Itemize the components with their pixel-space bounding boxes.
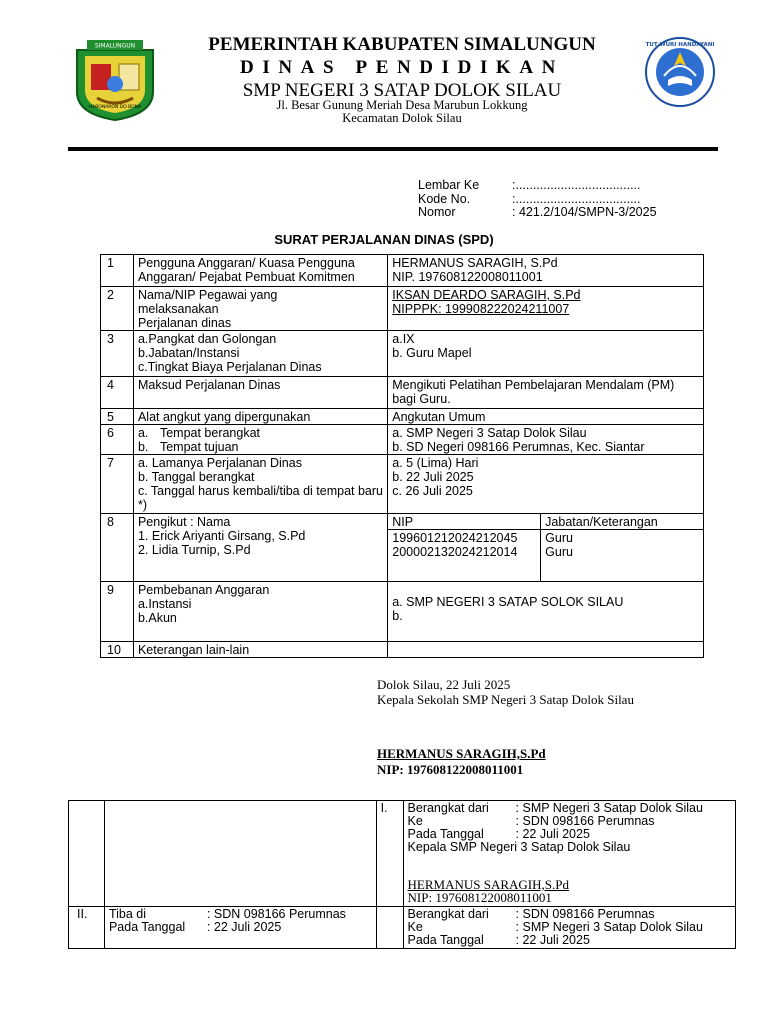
departure-place: a. SMP Negeri 3 Satap Dolok Silau [392, 426, 587, 440]
row-label [133, 331, 387, 377]
position-value: b. Guru Mapel [392, 346, 472, 360]
table-row [101, 331, 704, 377]
row-value [388, 582, 704, 642]
departure-label: Berangkat dari [407, 801, 489, 815]
destination-label: Ke [407, 814, 423, 828]
row-label [133, 455, 387, 514]
budget-institution: a. SMP NEGERI 3 SATAP SOLOK SILAU [392, 595, 624, 609]
employee-nip: NIPPPK: 199908222024211007 [392, 302, 570, 316]
tut-wuri-handayani-logo [644, 36, 716, 108]
table-row [101, 514, 704, 530]
row-number: 1 [101, 255, 134, 287]
logo-left-top-text: SIMALUNGUN [94, 42, 136, 50]
official-nip: NIP. 197608122008011001 [392, 270, 543, 284]
follower-position: Guru [545, 531, 573, 545]
row-number: 9 [101, 582, 134, 642]
follower-name: 1. Erick Ariyanti Girsang, S.Pd [137, 529, 306, 543]
row-value [388, 331, 704, 377]
row-label-line: b.Akun [137, 611, 177, 625]
roman-number: I. [376, 801, 403, 907]
row-label-line: Tempat tujuan [159, 440, 239, 454]
date-label: Pada Tanggal [407, 827, 484, 841]
row-label-line: b.Jabatan/Instansi [137, 346, 240, 360]
row-label-line: melaksanakan [137, 302, 219, 316]
signature-position: Kepala Sekolah SMP Negeri 3 Satap Dolok Silau [377, 692, 634, 707]
follower-nip: 200002132024212014 [392, 545, 518, 559]
row-label-line: b. Tanggal berangkat [137, 470, 255, 484]
signature-nip: NIP: 197608122008011001 [377, 762, 524, 777]
row-value: Angkutan Umum [388, 409, 704, 425]
row-label-line: a.Instansi [137, 597, 192, 611]
row-value [388, 255, 704, 287]
row-label [133, 287, 387, 331]
departure-label: Berangkat dari [407, 907, 489, 921]
row-number: 10 [101, 642, 134, 658]
row-number: 2 [101, 287, 134, 331]
row-label-line: Perjalanan dinas [137, 316, 232, 330]
position-header: Jabatan/Keterangan [541, 514, 704, 530]
simalungun-logo [73, 36, 157, 122]
row-label: Pengguna Anggaran/ Kuasa Pengguna Anggaran/ Pejabat Pembuat Komitmen [133, 255, 387, 287]
row-label-line: Pengikut : Nama [137, 515, 231, 529]
row-number: 4 [101, 377, 134, 409]
kode-value: :.................................... [512, 192, 641, 206]
date-value: : 22 Juli 2025 [515, 827, 590, 841]
follower-nips [388, 530, 541, 582]
table-row [101, 425, 704, 455]
document-title: SURAT PERJALANAN DINAS (SPD) [274, 232, 494, 247]
kode-label: Kode No. [418, 192, 471, 206]
header-department: DINAS PENDIDIKAN [240, 57, 564, 78]
follower-position: Guru [545, 545, 573, 559]
row-number: 3 [101, 331, 134, 377]
row-label [133, 582, 387, 642]
lembar-label: Lembar Ke [418, 178, 480, 192]
row-value [388, 455, 704, 514]
follower-nip: 199601212024212045 [392, 531, 518, 545]
budget-account: b. [392, 609, 403, 623]
row-label-line: Pembebanan Anggaran [137, 583, 270, 597]
table-row [101, 377, 704, 409]
row-label [133, 425, 387, 455]
arrival-date-value: : 22 Juli 2025 [206, 920, 282, 934]
header-government: PEMERINTAH KABUPATEN SIMALUNGUN [208, 34, 596, 55]
row-number: 8 [101, 514, 134, 582]
row-number: 5 [101, 409, 134, 425]
departure-value: : SDN 098166 Perumnas [515, 907, 655, 921]
table-row [69, 801, 736, 907]
departure-block [403, 801, 735, 907]
row-label-line: c. Tanggal harus kembali/tiba di tempat baru *) [137, 484, 384, 512]
arrival-date-label: Pada Tanggal [108, 920, 186, 934]
signature-place-date: Dolok Silau, 22 Juli 2025 [377, 677, 511, 692]
employee-name: IKSAN DEARDO SARAGIH, S.Pd [392, 288, 581, 302]
header-address-line2: Kecamatan Dolok Silau [342, 111, 462, 125]
empty-cell [104, 801, 376, 907]
arrival-label: Tiba di [108, 907, 147, 921]
row-number: 6 [101, 425, 134, 455]
row-label-line: Tempat berangkat [159, 426, 261, 440]
row-label: Alat angkut yang dipergunakan [133, 409, 387, 425]
official-name: HERMANUS SARAGIH, S.Pd [392, 256, 558, 270]
arrival-value: : SDN 098166 Perumnas [206, 907, 346, 921]
arrival-block [104, 907, 376, 949]
row-label: Maksud Perjalanan Dinas [133, 377, 387, 409]
travel-log-table [68, 800, 736, 949]
row-label-line: a.Pangkat dan Golongan [137, 332, 277, 346]
row-number: 7 [101, 455, 134, 514]
departure-date: b. 22 Juli 2025 [392, 470, 474, 484]
destination-value: : SMP Negeri 3 Satap Dolok Silau [515, 920, 703, 934]
signer-position: Kepala SMP Negeri 3 Satap Dolok Silau [407, 840, 631, 854]
header-address-line1: Jl. Besar Gunung Meriah Desa Marubun Lokkung [276, 98, 528, 112]
signer-nip: NIP: 197608122008011001 [407, 890, 552, 905]
spd-table [100, 254, 704, 658]
row-value: Mengikuti Pelatihan Pembelajaran Mendalam (PM) bagi Guru. [388, 377, 704, 409]
row-value [388, 642, 704, 658]
nomor-label: Nomor [418, 205, 456, 219]
sub-key: b. [137, 440, 149, 454]
destination-label: Ke [407, 920, 423, 934]
row-value [388, 425, 704, 455]
rank-value: a.IX [392, 332, 415, 346]
row-label [133, 514, 387, 582]
follower-name: 2. Lidia Turnip, S.Pd [137, 543, 251, 557]
roman-number: II. [69, 907, 105, 949]
table-row [101, 255, 704, 287]
row-value [388, 287, 704, 331]
row-label-line: a. Lamanya Perjalanan Dinas [137, 456, 302, 470]
duration-value: a. 5 (Lima) Hari [392, 456, 479, 470]
date-label: Pada Tanggal [407, 933, 484, 947]
follower-positions [541, 530, 704, 582]
destination-place: b. SD Negeri 098166 Perumnas, Kec. Siantar [392, 440, 645, 454]
table-row [101, 409, 704, 425]
table-row [101, 582, 704, 642]
destination-value: : SDN 098166 Perumnas [515, 814, 655, 828]
table-row [69, 907, 736, 949]
header-school: SMP NEGERI 3 SATAP DOLOK SILAU [242, 80, 562, 101]
empty-cell [69, 801, 105, 907]
logo-left-bottom-text: HABONARON DO BONA [88, 105, 142, 110]
header-divider [68, 147, 718, 151]
sub-key: a. [137, 426, 149, 440]
return-date: c. 26 Juli 2025 [392, 484, 473, 498]
row-label-line: c.Tingkat Biaya Perjalanan Dinas [137, 360, 322, 374]
table-row [101, 287, 704, 331]
empty-cell [376, 907, 403, 949]
date-value: : 22 Juli 2025 [515, 933, 590, 947]
row-label: Keterangan lain-lain [133, 642, 387, 658]
signer-name: HERMANUS SARAGIH,S.Pd [407, 877, 569, 892]
departure-block [403, 907, 735, 949]
nip-header: NIP [388, 514, 541, 530]
row-label-line: Nama/NIP Pegawai yang [137, 288, 278, 302]
lembar-value: :.................................... [512, 178, 641, 192]
logo-right-text: TUT WURI HANDAYANI [645, 42, 715, 48]
table-row [101, 455, 704, 514]
signature-name: HERMANUS SARAGIH,S.Pd [377, 746, 546, 761]
nomor-value: : 421.2/104/SMPN-3/2025 [512, 205, 657, 219]
departure-value: : SMP Negeri 3 Satap Dolok Silau [515, 801, 703, 815]
table-row [101, 642, 704, 658]
